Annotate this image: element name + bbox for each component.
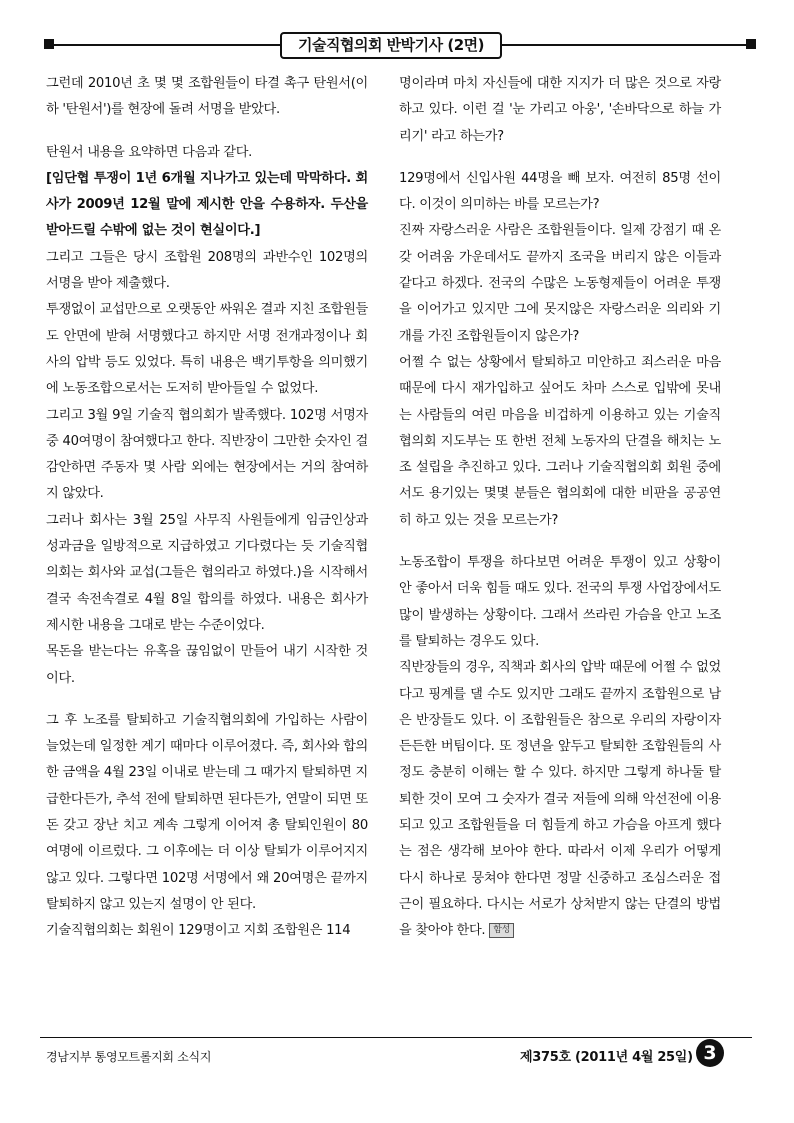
paragraph-text: 그 후 노조를 탈퇴하고 기술직협의회에 가입하는 사람이 늘었는데 일정한 계기 때마다 이루어졌다. 즉, 회사와 합의한 금액을 4월 23일 이내로 받는데 그 때가지 탈퇴하면 지급한다든가, 추석 전에 탈퇴하면 된다든가, 연말이 되면 또 돈 갖고 장난 치고 계속 그렇게 이어져 총 탈퇴인원이 80여명에 이르렀다. 그 이후에는 더 이상 탈퇴가 이루어지지 않고 있다. 그렇다면 102명 서명에서 왜 20여명은 끝까지 탈퇴하지 않고 있는지 설명이 안 된다. <box>46 712 368 912</box>
section-title: 기술직협의회 반박기사 (2면) <box>280 32 502 59</box>
right-column <box>399 71 721 945</box>
paragraph-text: 노동조합이 투쟁을 하다보면 어려운 투쟁이 있고 상황이 안 좋아서 더욱 힘들 때도 있다. 전국의 투쟁 사업장에서도 많이 발생하는 상황이다. 그래서 쓰라린 가슴을 안고 노조를 탈퇴하는 경우도 있다. <box>399 555 721 649</box>
paragraph <box>46 297 368 402</box>
paragraph <box>46 639 368 692</box>
paragraph <box>46 918 368 944</box>
author-signature: 함성 <box>489 923 514 938</box>
paragraph <box>46 403 368 508</box>
paragraph-text: 기술직협의회는 회원이 129명이고 지회 조합원은 114 <box>46 923 351 939</box>
paragraph-text: 129명에서 신입사원 44명을 빼 보자. 여전히 85명 선이다. 이것이 의미하는 바를 모르는가? <box>399 170 721 213</box>
paragraph <box>46 166 368 245</box>
paragraph <box>399 218 721 349</box>
paragraph <box>399 166 721 219</box>
paragraph-text: 직반장들의 경우, 직책과 회사의 압박 때문에 어쩔 수 없었다고 핑계를 댈 수도 있지만 그래도 끝까지 조합원으로 남은 반장들도 있다. 이 조합원들은 참으로 우리의 자랑이자 든든한 버팀이다. 또 정년을 앞두고 탈퇴한 조합원들의 사정도 충분히 이해는 할 수 있다. 하지만 그렇게 하나둘 탈퇴한 것이 모여 그 숫자가 결국 저들에 의해 악선전에 이용되고 있고 조합원들을 더 힘들게 하고 가슴을 아프게 했다는 점은 생각해 보아야 한다. 따라서 이제 우리가 어떻게 다시 하나로 뭉쳐야 한다면 정말 신중하고 조심스러운 접근이 필요하다. 다시는 서로가 상처받지 않는 단결의 방법을 찾아야 한다. <box>399 660 721 939</box>
paragraph <box>46 708 368 918</box>
paragraph-text: 그러나 회사는 3월 25일 사무직 사원들에게 임금인상과 성과금을 일방적으로 지급하였고 기다렸다는 듯 기술직협의회는 회사와 교섭(그들은 협의라고 하였다.)을 시작해서 결국 속전속결로 4월 8일 합의를 하였다. 내용은 회사가 제시한 내용을 그대로 받는 수준이었다. <box>46 512 368 633</box>
footer-publication: 경남지부 통영모트롤지회 소식지 <box>46 1050 212 1064</box>
paragraph <box>46 245 368 298</box>
paragraph <box>46 71 368 124</box>
paragraph-text: 그리고 3월 9일 기술직 협의회가 발족했다. 102명 서명자 중 40여명이 참여했다고 한다. 직반장이 그만한 숫자인 걸 감안하면 주동자 몇 사람 외에는 현장에서는 거의 참여하지 않았다. <box>46 407 368 502</box>
footer-issue: 제375호 (2011년 4월 25일) <box>520 1050 693 1065</box>
footer-rule <box>40 1037 752 1038</box>
paragraph-text: 투쟁없이 교섭만으로 오랫동안 싸워온 결과 지친 조합원들도 안면에 받혀 서명했다고 하지만 서명 전개과정이나 회사의 압박 등도 있었다. 특히 내용은 백기투항을 의미했기에 노동조합으로서는 도저히 받아들일 수 없었다. <box>46 302 368 397</box>
page-number: 3 <box>696 1039 724 1067</box>
paragraph <box>399 71 721 150</box>
header-rule-right <box>502 44 750 46</box>
paragraph-text: 목돈을 받는다는 유혹을 끊임없이 만들어 내기 시작한 것이다. <box>46 644 368 686</box>
left-column <box>46 71 368 945</box>
header-bullet-right <box>746 39 756 49</box>
paragraph-text: 그런데 2010년 초 몇 몇 조합원들이 타결 촉구 탄원서(이하 '탄원서')를 현장에 돌려 서명을 받았다. <box>46 76 368 118</box>
paragraph-text: 어쩔 수 없는 상황에서 탈퇴하고 미안하고 죄스러운 마음 때문에 다시 재가입하고 싶어도 차마 스스로 입밖에 못내는 사람들의 여린 마음을 비겁하게 이용하고 있는 기술직협의회 지도부는 또 한번 전체 노동자의 단결을 해치는 노조 설립을 추진하고 있다. 그러나 기술직협의회 회원 중에서도 용기있는 몇몇 분들은 협의회에 대한 비판을 공공연히 하고 있는 것을 모르는가? <box>399 354 721 528</box>
paragraph-text: 그리고 그들은 당시 조합원 208명의 과반수인 102명의 서명을 받아 제출했다. <box>46 249 368 292</box>
paragraph <box>399 550 721 655</box>
paragraph-text: [임단협 투쟁이 1년 6개월 지나가고 있는데 막막하다. 회사가 2009년 12월 말에 제시한 안을 수용하자. 두산을 받아드릴 수밖에 없는 것이 현실이다.] <box>46 170 368 239</box>
paragraph-text: 진짜 자랑스러운 사람은 조합원들이다. 일제 강점기 때 온갖 어려움 가운데서도 끝까지 조국을 버리지 않은 이들과 같다고 하겠다. 전국의 수많은 노동형제들이 어려운 투쟁을 이어가고 있지만 그에 못지않은 자랑스러운 의리와 기개를 가진 조합원들이지 않은가? <box>399 223 721 344</box>
paragraph <box>46 508 368 639</box>
paragraph <box>46 140 368 166</box>
paragraph-text: 명이라며 마치 자신들에 대한 지지가 더 많은 것으로 자랑하고 있다. 이런 걸 '눈 가리고 아웅', '손바닥으로 하늘 가리기' 라고 하는가? <box>399 76 721 144</box>
paragraph-text: 탄원서 내용을 요약하면 다음과 같다. <box>46 144 253 160</box>
paragraph <box>399 655 721 944</box>
paragraph <box>399 350 721 534</box>
header-rule-left <box>48 44 280 46</box>
